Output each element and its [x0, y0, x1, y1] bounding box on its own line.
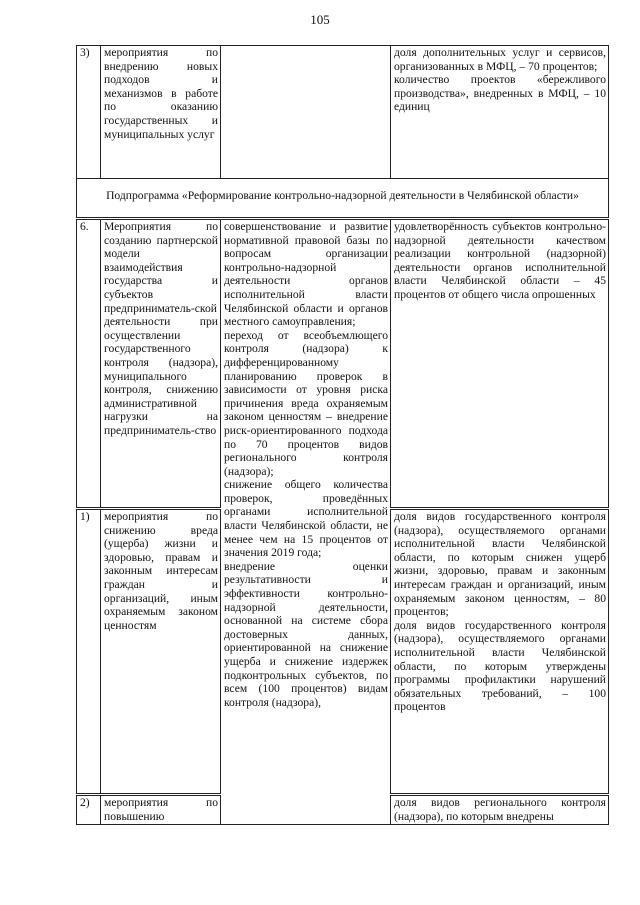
indicator-cell — [391, 795, 609, 825]
indicator-cell — [391, 509, 609, 795]
indicator-text: доля дополнительных услуг и сервисов, организованных в МФЦ, – 70 процентов; количество проектов «бережливого производства», внедренных в МФЦ, – 10 единиц — [394, 46, 606, 114]
table-row — [77, 46, 609, 179]
measure-name: мероприятия по повышению — [104, 796, 218, 823]
row-number: 1) — [77, 509, 101, 795]
indicator-cell — [391, 46, 609, 179]
page-number: 105 — [310, 12, 330, 27]
measure-content: совершенствование и развитие нормативной правовой базы по вопросам организации контрольно-надзорной деятельности органов исполнительной власти Челябинской области и органов местного самоуправления; переход от всеобъемлющего контроля (надзора) к дифференцированному планированию проверок в зависимости от уровня риска причинения вреда охраняемым законом ценностям – внедрение риск-ориентированного подхода по 70 процентов видов регионального контроля (надзора); снижение общего количества проверок, проведённых органами исполнительной власти Челябинской области, не менее чем на 15 процентов от значения 2019 года; внедрение оценки результативности и эффективности контрольно-надзорной деятельности, основанной на системе сбора достоверных данных, ориентированной на снижение ущерба и снижение издержек подконтрольных субъектов, по всем (100 процентов) видам контроля (надзора), — [224, 220, 388, 709]
measure-content-cell — [221, 46, 391, 179]
indicator-cell — [391, 219, 609, 509]
measure-name: мероприятия по снижению вреда (ущерба) жизни и здоровью, правам и законным интересам граждан и организаций, иным охраняемым законом ценностям — [104, 510, 218, 632]
measure-name-cell — [101, 509, 221, 795]
measure-content-cell — [221, 219, 391, 825]
row-number: 6. — [77, 219, 101, 509]
measure-name-cell — [101, 795, 221, 825]
row-number: 2) — [77, 795, 101, 825]
indicator-text: доля видов регионального контроля (надзора), по которым внедрены — [394, 796, 606, 823]
indicator-text: удовлетворённость субъектов контрольно-надзорной деятельности качеством реализации контрольной (надзорной) деятельности органов исполнительной власти Челябинской области – 45 процентов от общего числа опрошенных — [394, 220, 606, 301]
measure-name-cell — [101, 219, 221, 509]
table-row — [77, 219, 609, 509]
measure-name: мероприятия по внедрению новых подходов и механизмов в работе по оказанию государственных и муниципальных услуг — [104, 46, 218, 141]
measures-table — [76, 45, 609, 825]
measure-name-cell — [101, 46, 221, 179]
subprogram-title: Подпрограмма «Реформирование контрольно-надзорной деятельности в Челябинской области» — [77, 179, 609, 219]
row-number: 3) — [77, 46, 101, 179]
subprogram-row — [77, 179, 609, 219]
indicator-text: доля видов государственного контроля (надзора), осуществляемого органами исполнительной власти Челябинской области, по которым снижен ущерб жизни, здоровью, правам и законным интересам граждан и организаций, иным охраняемым законом ценностям, – 80 процентов; доля видов государственного контроля (надзора), осуществляемого органами исполнительной власти Челябинской области, по которым утверждены программы профилактики нарушений обязательных требований, – 100 процентов — [394, 510, 606, 714]
measure-name: Мероприятия по созданию партнерской модели взаимодействия государства и субъектов предприниматель-ской деятельности при осуществлении государственного контроля (надзора), муниципального контроля, снижению административной нагрузки на предприниматель-ство — [104, 220, 218, 437]
